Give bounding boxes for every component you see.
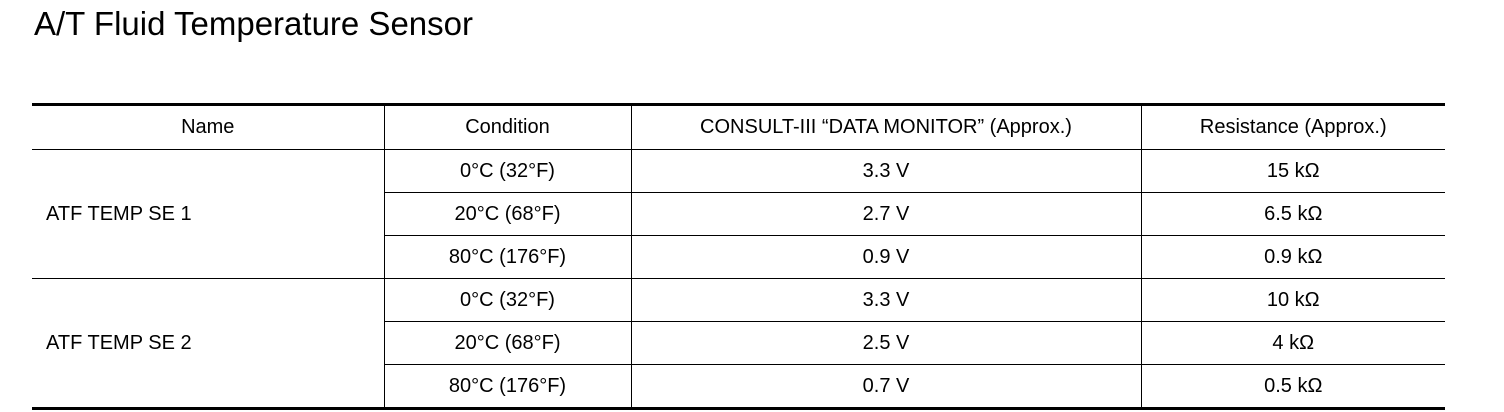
- monitor-cell: 2.7 V: [631, 193, 1141, 236]
- resistance-cell: 10 kΩ: [1141, 279, 1445, 322]
- resistance-cell: 15 kΩ: [1141, 150, 1445, 193]
- sensor-name-cell: ATF TEMP SE 2: [32, 279, 384, 409]
- header-resistance: Resistance (Approx.): [1141, 105, 1445, 150]
- header-data-monitor: CONSULT-III “DATA MONITOR” (Approx.): [631, 105, 1141, 150]
- condition-cell: 20°C (68°F): [384, 193, 631, 236]
- resistance-cell: 6.5 kΩ: [1141, 193, 1445, 236]
- table-row: [32, 279, 1445, 322]
- sensor-spec-table: [32, 103, 1445, 410]
- condition-cell: 0°C (32°F): [384, 150, 631, 193]
- monitor-cell: 2.5 V: [631, 322, 1141, 365]
- monitor-cell: 0.9 V: [631, 236, 1141, 279]
- resistance-cell: 0.5 kΩ: [1141, 365, 1445, 409]
- header-condition: Condition: [384, 105, 631, 150]
- resistance-cell: 0.9 kΩ: [1141, 236, 1445, 279]
- page-title: A/T Fluid Temperature Sensor: [34, 5, 473, 42]
- condition-cell: 80°C (176°F): [384, 365, 631, 409]
- monitor-cell: 0.7 V: [631, 365, 1141, 409]
- sensor-name-cell: ATF TEMP SE 1: [32, 150, 384, 279]
- condition-cell: 20°C (68°F): [384, 322, 631, 365]
- table-header-row: [32, 105, 1445, 150]
- condition-cell: 0°C (32°F): [384, 279, 631, 322]
- monitor-cell: 3.3 V: [631, 150, 1141, 193]
- table-row: [32, 150, 1445, 193]
- resistance-cell: 4 kΩ: [1141, 322, 1445, 365]
- header-name: Name: [32, 105, 384, 150]
- condition-cell: 80°C (176°F): [384, 236, 631, 279]
- monitor-cell: 3.3 V: [631, 279, 1141, 322]
